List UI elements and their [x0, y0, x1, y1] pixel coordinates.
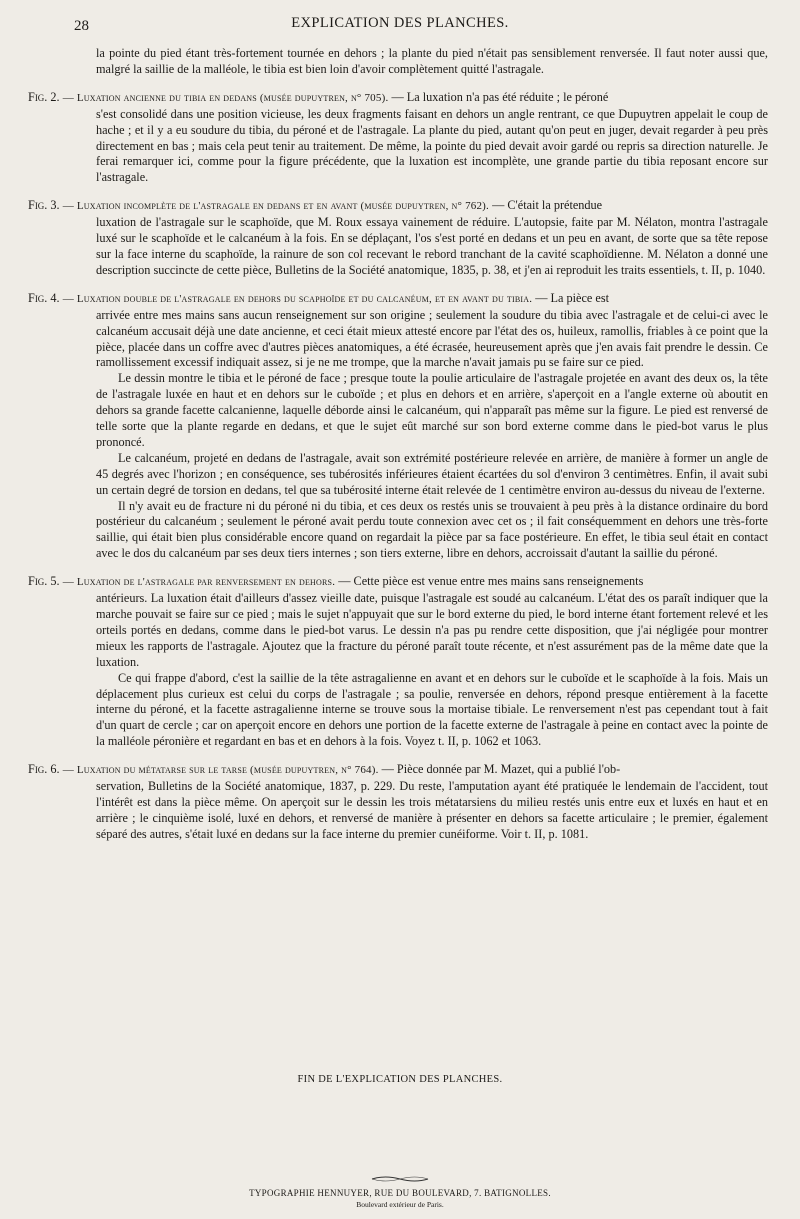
figure-lead: — La luxation n'a pas été réduite ; le péroné: [391, 89, 609, 104]
figure-paragraph: Le dessin montre le tibia et le péroné de face ; presque toute la poulie articulaire de l'astragale projetée en avant des deux os, la tête de l'astragale luxée en haut et en dehors sur le cuboïde ; et plus en dehors et en arrière, s'aperçoit en a l'angle externe où aboutit en dehors sa grande facette calcanienne, laquelle déborde ainsi le calcanéum, qui n'apparaît pas même sur la figure. Le pied est renversé de telle sorte que la plante regarde en dedans, et que le sujet eût marché sur son bord externe comme dans le pied-bot varus le plus prononcé.: [96, 371, 768, 449]
figure-lead: — Pièce donnée par M. Mazet, qui a publié l'ob-: [381, 762, 621, 777]
figure-caption: — Luxation incomplète de l'astragale en dedans et en avant (musée dupuytren, n° 762).: [62, 200, 490, 213]
figure-lead: — La pièce est: [535, 290, 610, 305]
figure-heading: [28, 198, 768, 215]
figure-paragraph: servation, Bulletins de la Société anatomique, 1837, p. 229. Du reste, l'amputation ayant été pratiquée le lendemain de l'accident, tout l'intérêt est dans la pièce même. On aperçoit sur le dessin les trois métatarsiens du milieu restés unis entre eux et luxés en haut et en arrière ; le cinquième isolé, luxé en dehors, et renversé de manière à présenter en dehors sa facette articulaire ; le premier, également séparé des autres, s'était luxé en dedans sur la face interne du premier cunéiforme. Voir t. II, p. 1081.: [96, 779, 768, 841]
figure-caption: — Luxation double de l'astragale en dehors du scaphoïde et du calcanéum, et en avant du tibia.: [62, 292, 533, 305]
end-note: FIN DE L'EXPLICATION DES PLANCHES.: [297, 1074, 503, 1085]
printer-address: Boulevard extérieur de Paris.: [356, 1200, 444, 1209]
running-title: EXPLICATION DES PLANCHES.: [291, 15, 509, 31]
figure-heading: [28, 574, 768, 591]
printer-imprint: TYPOGRAPHIE HENNUYER, RUE DU BOULEVARD, 7. BATIGNOLLES.: [249, 1188, 551, 1198]
figure-label: Fig. 4.: [28, 290, 60, 305]
figure-entry-2: [28, 90, 768, 186]
figure-paragraph: antérieurs. La luxation était d'ailleurs d'assez vieille date, puisque l'astragale est soudé au calcanéum. L'état des os paraît indiquer que la marche pouvait se faire sur ce pied ; mais le sujet n'appuyait que sur le bord externe du pied, le bord interne étant fortement relevé et les orteils portés en dedans, comme dans le pied-bot varus. Le dessin n'a pas pu rendre cette disposition, que j'ai négligée pour montrer mieux les rapports de l'astragale. Ajoutez que la fracture du péroné paraît toute récente, et n'est assurément pas de la même date que la luxation.: [96, 591, 768, 669]
figure-lead: — C'était la prétendue: [492, 198, 603, 213]
figure-label: Fig. 5.: [28, 574, 60, 589]
figure-paragraph: s'est consolidé dans une position vicieuse, les deux fragments faisant en dehors un angle rentrant, ce que Dupuytren appelait le coup de hache ; et il y a eu soudure du tibia, du péroné et de l'astragale. La plante du pied, autant qu'on peut en juger, devait regarder à peu près directement en bas ; mais cela peut tenir au traitement. De même, la pointe du pied devait avoir gardé ou repris sa direction naturelle. Je ferai remarquer ici, comme pour la figure précédente, que la luxation est incomplète, une grande partie du tibia reposant encore sur l'astragale.: [96, 106, 768, 185]
figure-paragraph: arrivée entre mes mains sans aucun renseignement sur son origine ; seulement la soudure du tibia avec l'astragale et de celui-ci avec le calcanéum accusait déjà une date ancienne, et ceci était mieux attesté encore par l'état des os, huileux, ramollis, friables à ce point que la pièce, placée dans un coffre avec d'autres pièces anatomiques, a été écrasée, heureusement après que j'en avais fait prendre le dessin. Ce ramollissement excessif indiquait assez, si je ne me trompe, que la marche n'avait jamais pu se faire sur ce pied.: [96, 307, 768, 370]
figure-paragraph: luxation de l'astragale sur le scaphoïde, que M. Roux essaya vainement de réduire. L'autopsie, faite par M. Nélaton, montra l'astragale luxé sur le scaphoïde et le calcanéum à la fois. En se déplaçant, l'os s'est porté en dedans et un peu en avant, de sorte que sa tête repose sur la face interne du scaphoïde, la rainure de son col recevant le rebord tranchant de la cavité scaphoïdienne. M. Nélaton a donné une description succincte de cette pièce, Bulletins de la Société anatomique, 1835, p. 38, et j'en ai reproduit les traits essentiels, t. II, p. 1040.: [96, 215, 768, 277]
figure-entry-4: [28, 291, 768, 562]
figure-label: Fig. 2.: [28, 89, 60, 104]
figure-paragraph: Le calcanéum, projeté en dedans de l'astragale, avait son extrémité postérieure relevée en arrière, de manière à former un angle de 45 degrés avec l'horizon ; en conséquence, ses tubérosités inférieures étaient écartées du sol d'environ 3 centimètres. Enfin, il avait subi un certain degré de torsion en dedans, tel que sa tubérosité interne était relevée de 1 centimètre environ au-dessus du niveau de l'externe.: [96, 450, 768, 497]
intro-paragraph: [28, 46, 768, 78]
figure-entry-6: [28, 762, 768, 843]
ornament-icon: [370, 1175, 430, 1183]
intro-text: la pointe du pied étant très-fortement tournée en dehors ; la plante du pied n'était pas sensiblement renversée. Il faut noter aussi que, malgré la saillie de la malléole, le tibia est bien loin d'avoir complètement quitté l'astragale.: [96, 46, 768, 76]
figure-paragraph: Ce qui frappe d'abord, c'est la saillie de la tête astragalienne en avant et en dehors sur le cuboïde et le scaphoïde à la fois. Mais un déplacement plus curieux est celui du corps de l'astragale ; sa poulie, renversée en dehors, répond presque entièrement à la facette interne du péroné, et la facette astragalienne interne se trouve sous la mortaise tibiale. Le renversement n'est pas cependant tout à fait d'un quart de cercle ; car on aperçoit encore en dehors une portion de la facette externe de l'astragale à peine en contact avec la pointe de la malléole péronière et regardant en bas et en dehors à la fois. Voyez t. II, p. 1062 et 1063.: [96, 670, 768, 749]
figure-lead: — Cette pièce est venue entre mes mains sans renseignements: [338, 574, 644, 589]
figure-label: Fig. 6.: [28, 762, 60, 777]
running-head: [18, 6, 782, 34]
figure-caption: — Luxation ancienne du tibia en dedans (musée dupuytren, n° 705).: [62, 91, 389, 104]
page-number: 28: [74, 18, 89, 34]
figure-paragraph: Il n'y avait eu de fracture ni du péroné ni du tibia, et ces deux os restés unis se trouvaient à peu près à la distance ordinaire du bord postérieur du calcanéum ; seulement le péroné avait perdu toute connexion avec cet os ; il fait conséquemment en dehors une très-forte saillie, qui était bien plus considérable encore quand on regardait la pièce par sa face postérieure. En effet, le tibia seul était en contact avec le dos du calcanéum par ses deux tiers internes ; son tiers externe, libre en dehors, accroissait d'autant la saillie du péroné.: [96, 498, 768, 561]
figure-entry-3: [28, 198, 768, 279]
figure-heading: [28, 762, 768, 779]
figure-label: Fig. 3.: [28, 198, 60, 213]
figure-heading: [28, 291, 768, 308]
figure-heading: [28, 90, 768, 107]
figure-caption: — Luxation de l'astragale par renversement en dehors.: [62, 576, 336, 589]
ornament-divider: [0, 1170, 800, 1188]
body-text: [18, 30, 782, 843]
figure-entry-5: [28, 574, 768, 750]
figure-caption: — Luxation du métatarse sur le tarse (musée dupuytren, n° 764).: [62, 764, 379, 777]
